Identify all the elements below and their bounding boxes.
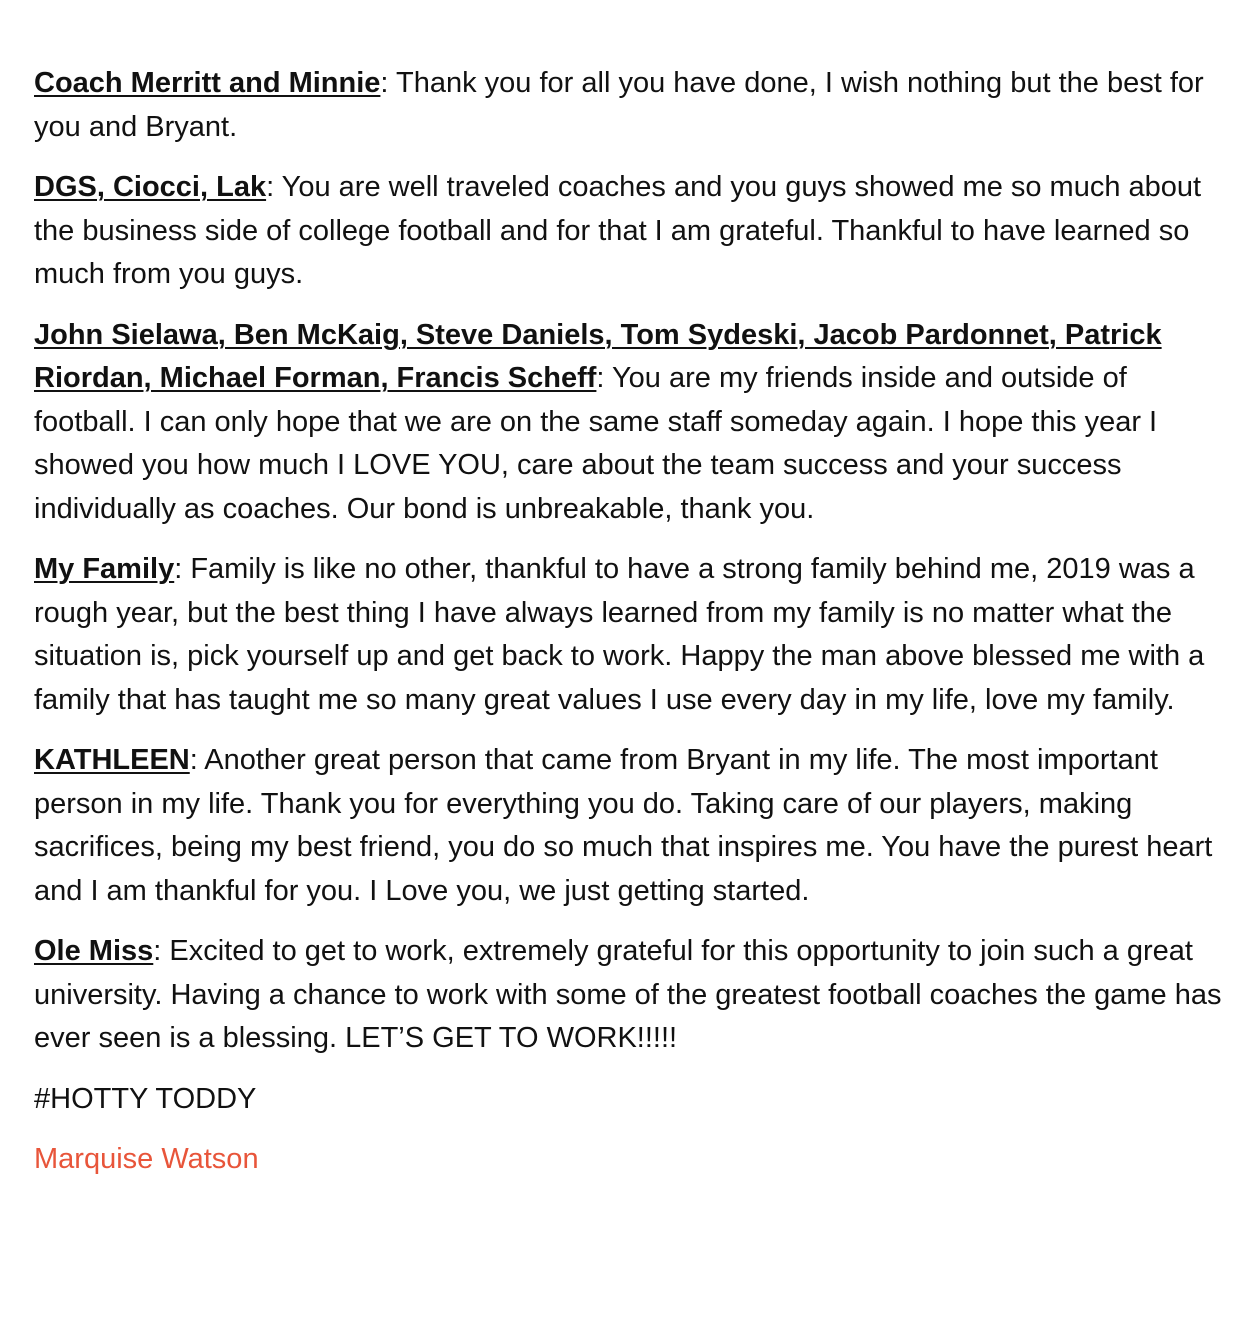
section-name: Ole Miss	[34, 935, 154, 967]
section-ole-miss	[34, 930, 1222, 1061]
section-name: John Sielawa, Ben McKaig, Steve Daniels, Tom Sydeski, Jacob Pardonnet, Patrick Riordan, Michael Forman, Francis Scheff	[34, 318, 1162, 394]
section-kathleen	[34, 739, 1222, 913]
signature: Marquise Watson	[34, 1143, 259, 1175]
section-name: My Family	[34, 553, 175, 585]
section-coach-merritt-minnie	[34, 62, 1222, 149]
section-text: : Excited to get to work, extremely grateful for this opportunity to join such a great university. Having a chance to work with some of the greatest football coaches the game has ever seen is a blessing. LET’S GET TO WORK!!!!!	[34, 935, 1222, 1054]
section-my-family	[34, 548, 1222, 722]
section-name: Coach Merritt and Minnie	[34, 67, 381, 99]
section-name: DGS, Ciocci, Lak	[34, 171, 267, 203]
hashtag: #HOTTY TODDY	[34, 1082, 257, 1115]
section-dgs-ciocci-lak	[34, 166, 1222, 297]
section-text: : You are well traveled coaches and you guys showed me so much about the business side of college football and for that I am grateful. Thankful to have learned so much from you guys.	[34, 171, 1202, 290]
section-text: : You are my friends inside and outside of football. I can only hope that we are on the same staff someday again. I hope this year I showed you how much I LOVE YOU, care about the team success and your success individually as coaches. Our bond is unbreakable, thank you.	[34, 362, 1158, 525]
section-name: KATHLEEN	[34, 744, 190, 776]
section-text: : Another great person that came from Bryant in my life. The most important person in my life. Thank you for everything you do. Taking care of our players, making sacrifices, being my best friend, you do so much that inspires me. You have the purest heart and I am thankful for you. I Love you, we just getting started.	[34, 744, 1213, 907]
section-staff-friends	[34, 314, 1222, 532]
section-text: : Family is like no other, thankful to have a strong family behind me, 2019 was a rough year, but the best thing I have always learned from my family is no matter what the situation is, pick yourself up and get back to work. Happy the man above blessed me with a family that has taught me so many great values I use every day in my life, love my family.	[34, 553, 1205, 716]
section-text: : Thank you for all you have done, I wish nothing but the best for you and Bryant.	[34, 67, 1204, 143]
